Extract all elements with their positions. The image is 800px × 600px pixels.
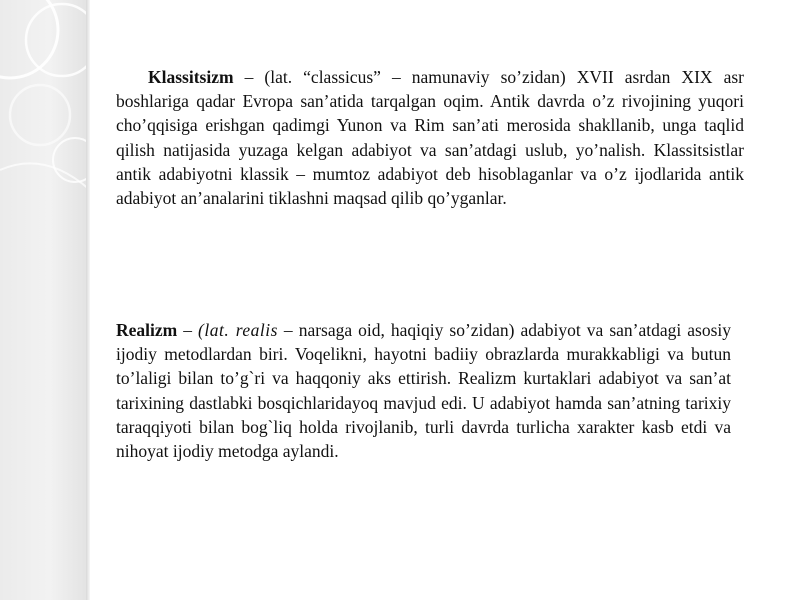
decorative-side-strip bbox=[0, 0, 90, 600]
realizm-term: Realizm bbox=[116, 320, 178, 340]
realizm-latin: (lat. realis bbox=[198, 320, 278, 340]
klassitsizm-paragraph bbox=[116, 65, 744, 210]
realizm-definition: – narsaga oid, haqiqiy so’zidan) adabiyot va san’atdagi asosiy ijodiy metodlardan biri. Voqelikni, hayotni badiiy obrazlarda murakkabligi va butun to’laligi bilan to’g`ri va haqqoniy aks ettirish. Realizm kurtaklari adabiyot va san’at tarixining dastlabki bosqichlaridayoq mavjud edi. U adabiyot hamda san’atning tarixiy taraqqiyoti bilan bog`liq holda rivojlanib, turli davrda turlicha xarakter kasb etdi va nihoyat ijodiy metodga aylandi. bbox=[116, 320, 731, 462]
realizm-paragraph bbox=[116, 318, 731, 463]
klassitsizm-definition: – (lat. “classicus” – namunaviy so’zidan) XVII asrdan XIX asr boshlariga qadar Evropa san’atida tarqalgan oqim. Antik davrda o’z rivojining yuqori cho’qqisiga erishgan qadimgi Yunon va Rim san’ati merosida shakllanib, unga taqlid qilish natijasida yuzaga kelgan adabiyot va san’atdagi uslub, yo’nalish. Klassitsistlar antik adabiyotni klassik – mumtoz adabiyot deb hisoblaganlar va o’z ijodlarida antik adabiyot an’analarini tiklashni maqsad qilib qo’yganlar. bbox=[116, 67, 744, 209]
klassitsizm-term: Klassitsizm bbox=[148, 67, 234, 87]
strip-edge bbox=[86, 0, 90, 600]
ornament-circles-icon bbox=[0, 0, 90, 600]
realizm-dash: – bbox=[177, 320, 199, 340]
